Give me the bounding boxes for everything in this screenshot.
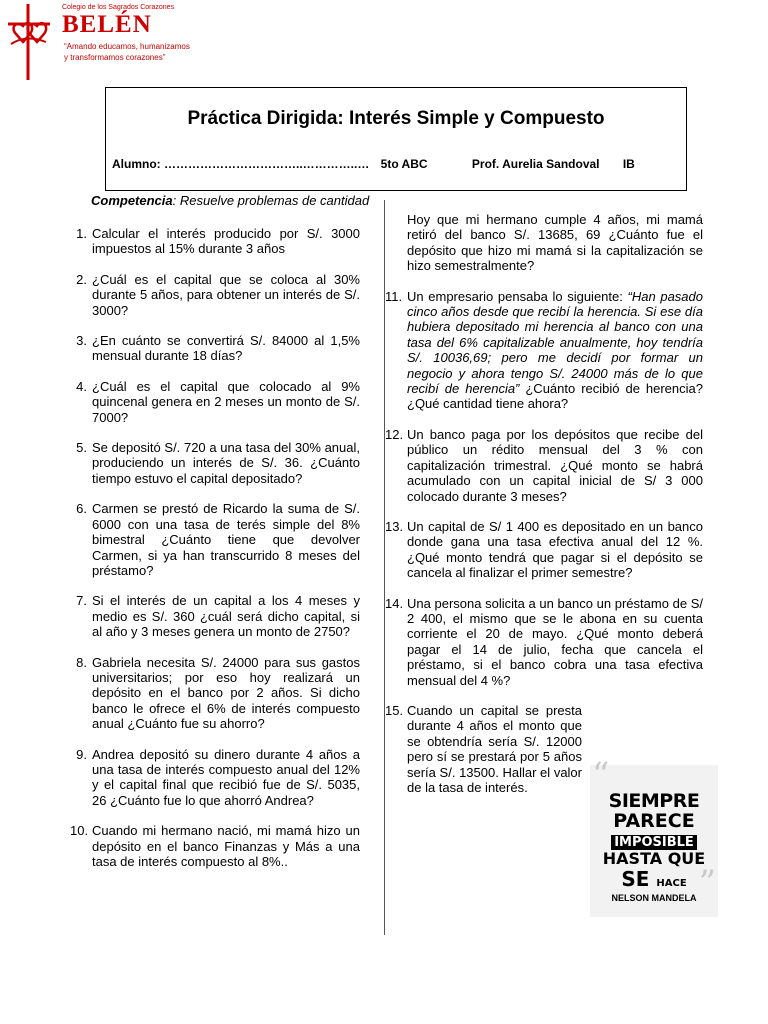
problem-text: Calcular el interés producido por S/. 3000 impuestos al 15% durante 3 años [92, 226, 360, 257]
problems-left-column [70, 226, 360, 869]
student-name-field: Alumno: ……………………………..…………..… [112, 157, 370, 171]
problem-text: Un capital de S/ 1 400 es depositado en un banco donde gana una tasa efectiva anual del 12 %. ¿Qué monto tendrá que pagar si el depósito se cancela al finalizar el primer semestre? [407, 518, 703, 581]
student-info-line [112, 157, 635, 171]
poster-line [598, 868, 710, 895]
problem-item [385, 289, 703, 412]
problem-number: 1. [76, 226, 87, 241]
problem-number: 14. [385, 595, 404, 611]
program-label: IB [622, 157, 635, 171]
sacred-hearts-emblem-icon [6, 4, 62, 82]
problem-text: Una persona solicita a un banco un préstamo de S/ 2 400, el mismo que se le abona en su cuenta corriente el 20 de mayo. ¿Qué monto deberá pagar el 14 de julio, fecha que cancela el préstamo, si el banco cobra una tasa efectiva mensual del 4 %? [407, 595, 703, 688]
close-quote-icon: ” [698, 863, 716, 903]
problem-item [70, 655, 360, 732]
poster-line: PARECE [613, 810, 695, 832]
problem-item [70, 333, 360, 364]
open-quote-icon: “ [592, 755, 610, 795]
problem-number: 8. [76, 654, 87, 670]
competency-statement [91, 193, 369, 208]
poster-line: HASTA QUE [602, 849, 706, 868]
poster-line: IMPOSIBLE [611, 835, 697, 850]
school-name: Colegio de los Sagrados Corazones [62, 4, 175, 11]
problem-number: 3. [76, 333, 87, 349]
problem-item [385, 703, 582, 795]
problem-quote: “Han pasado cinco años desde que recibí la herencia. Si ese día hubiera depositado mi herencia al banco con una tasa del 6% capitalizable anualmente, hoy tendría S/. 10036,69; pero me decidí por formar un negocio y ahora tengo S/. 24000 más de lo que recibí de herencia” [407, 288, 703, 397]
poster-word: HACE [656, 878, 687, 889]
problem-question: ¿Cuánto recibió de herencia? ¿Qué cantidad tiene ahora? [407, 381, 703, 412]
problem-text: Gabriela necesita S/. 24000 para sus gastos universitarios; por eso hoy realizará un depósito en el banco por 2 años. Si dicho banco le ofrece el 6% de interés compuesto anual ¿Cuánto fue su ahorro? [92, 654, 360, 732]
poster-author: NELSON MANDELA [611, 893, 697, 903]
teacher-name: Prof. Aurelia Sandoval [471, 157, 600, 171]
problem-text: Andrea depositó su dinero durante 4 años a una tasa de interés compuesto anual del 12% y el capital final que recibió fue de S/. 5035, 26 ¿Cuánto fue lo que ahorró Andrea? [92, 746, 360, 808]
problem-number: 4. [76, 378, 87, 394]
problem-number: 2. [76, 271, 87, 287]
problem-text: ¿Cuál es el capital que se coloca al 30% durante 5 años, para obtener un interés de S/. 3000? [92, 271, 360, 318]
competency-text: : Resuelve problemas de cantidad [172, 193, 370, 208]
problem-number: 11. [385, 288, 403, 304]
problem-item [385, 519, 703, 581]
problem-item [70, 440, 360, 486]
school-motto [64, 41, 190, 63]
problem-number: 13. [385, 518, 404, 534]
poster-word: SE [621, 867, 650, 891]
problem-text: Se depositó S/. 720 a una tasa del 30% anual, produciendo un interés de S/. 36. ¿Cuánto tiempo estuvo el capital depositado? [92, 440, 360, 486]
problem-text: Cuando mi hermano nació, mi mamá hizo un depósito en el banco Finanzas y Más a una tasa de interés compuesto al 8%.. [92, 823, 360, 869]
problem-number: 9. [76, 746, 87, 762]
problem-number: 15. [385, 702, 404, 718]
worksheet-title: Práctica Dirigida: Interés Simple y Compuesto [187, 108, 605, 129]
problem-number: 7. [76, 593, 87, 609]
problem-number: 12. [385, 426, 404, 442]
problem-text: Carmen se prestó de Ricardo la suma de S/. 6000 con una tasa de terés simple del 8% bimestral ¿Cuánto tiene que devolver Carmen, si ya han transcurrido 8 meses del préstamo? [92, 501, 360, 578]
school-logo [6, 4, 206, 82]
problem-item [70, 501, 360, 578]
problem-item [70, 272, 360, 318]
problem-number: 5. [76, 440, 87, 456]
poster-quote [598, 791, 710, 895]
problem-item [70, 379, 360, 425]
problem-text: Un empresario pensaba lo siguiente: [407, 288, 628, 304]
poster-line: SIEMPRE [608, 790, 700, 812]
worksheet-header [105, 87, 687, 191]
motto-line-1: “Amando educamos, humanizamos [64, 42, 190, 51]
school-logo-wordmark: BELÉN [62, 11, 152, 38]
problem-item [385, 427, 703, 504]
problem-text: ¿En cuánto se convertirá S/. 84000 al 1,5% mensual durante 18 días? [92, 333, 360, 364]
motto-line-2: y transformamos corazones” [64, 53, 166, 62]
problem-item [385, 596, 703, 688]
problem-text: Cuando un capital se presta durante 4 años el monto que se obtendría sería S/. 12000 pero sí se prestará por 5 años sería S/. 13500. Hallar el valor de la tasa de interés. [407, 702, 582, 795]
competency-label: Competencia [91, 193, 173, 208]
problem-text: ¿Cuál es el capital que colocado al 9% quincenal genera en 2 meses un monto de S/. 7000? [92, 378, 360, 425]
grade-label: 5to ABC [380, 157, 428, 171]
problem-10-continuation: Hoy que mi hermano cumple 4 años, mi mamá retiró del banco S/. 13685, 69 ¿Cuánto fue el depósito que hizo mi mamá si la capitalización se hizo semestralmente? [407, 212, 703, 274]
problem-item [70, 823, 360, 869]
problem-text: Un banco paga por los depósitos que recibe del público un rédito mensual del 3 % con capitalización trimestral. ¿Qué monto se habrá acumulado con un capital inicial de S/ 3 000 colocado durante 3 meses? [407, 426, 703, 504]
problem-item [70, 593, 360, 639]
problem-number: 10. [70, 823, 89, 839]
problems-right-column [385, 212, 703, 795]
quote-poster [590, 755, 718, 917]
problem-item [70, 747, 360, 809]
problem-item [70, 226, 360, 257]
problem-number: 6. [76, 501, 87, 517]
problem-text: Si el interés de un capital a los 4 meses y medio es S/. 360 ¿cuál será dicho capital, si al año y 3 meses genera un monto de 2750? [92, 593, 360, 640]
